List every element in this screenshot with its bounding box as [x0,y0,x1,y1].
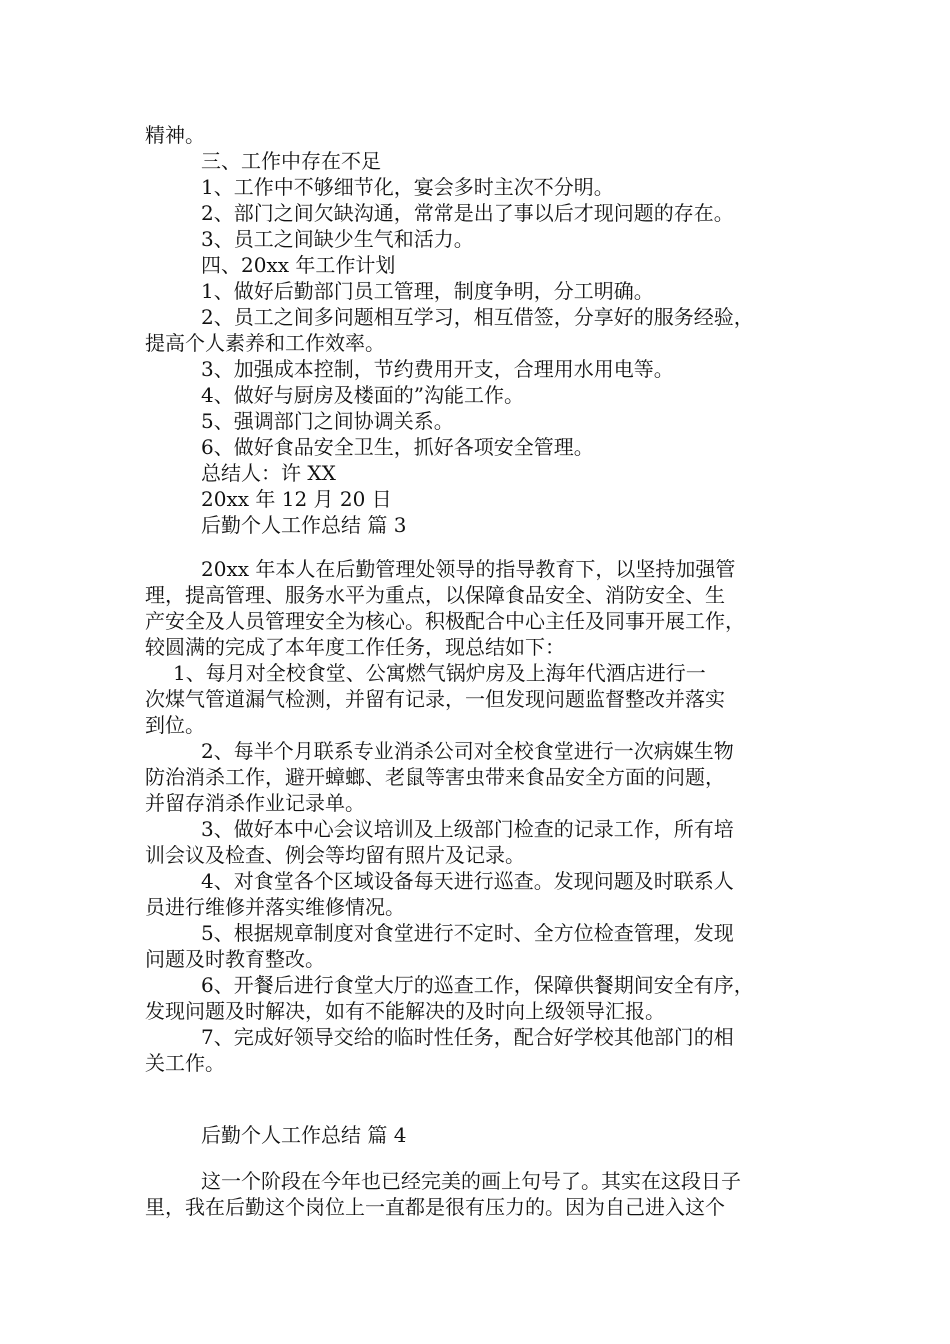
text-line: 4、对食堂各个区域设备每天进行巡查。发现问题及时联系人 [201,869,734,893]
text-line: 4、做好与厨房及楼面的”沟能工作。 [201,383,524,407]
signature-line: 总结人：许 XX [201,461,336,485]
text-line: 里，我在后勤这个岗位上一直都是很有压力的。因为自己进入这个 [145,1195,725,1219]
text-line: 20xx 年本人在后勤管理处领导的指导教育下，以坚持加强管 [201,557,736,581]
text-line: 理，提高管理、服务水平为重点，以保障食品安全、消防安全、生 [145,583,725,607]
text-line: 2、部门之间欠缺沟通，常常是出了事以后才现问题的存在。 [201,201,734,225]
text-line: 防治消杀工作，避开蟑螂、老鼠等害虫带来食品安全方面的问题， [145,765,725,789]
text-line: 6、开餐后进行食堂大厅的巡查工作，保障供餐期间安全有序， [201,973,754,997]
text-line: 5、根据规章制度对食堂进行不定时、全方位检查管理，发现 [201,921,734,945]
text-line: 精神。 [145,123,205,147]
text-line: 问题及时教育整改。 [145,947,325,971]
text-line: 3、做好本中心会议培训及上级部门检查的记录工作，所有培 [201,817,734,841]
text-line: 2、员工之间多问题相互学习，相互借签，分享好的服务经验， [201,305,754,329]
text-line: 到位。 [145,713,205,737]
section-heading: 四、20xx 年工作计划 [201,253,396,277]
text-line: 发现问题及时解决，如有不能解决的及时向上级领导汇报。 [145,999,665,1023]
text-line: 次煤气管道漏气检测，并留有记录，一但发现问题监督整改并落实 [145,687,725,711]
text-line: 关工作。 [145,1051,225,1075]
text-line: 3、员工之间缺少生气和活力。 [201,227,474,251]
section-title: 后勤个人工作总结 篇 4 [201,1123,407,1147]
text-line: 较圆满的完成了本年度工作任务，现总结如下： [145,635,565,659]
text-line: 6、做好食品安全卫生，抓好各项安全管理。 [201,435,594,459]
text-line: 这一个阶段在今年也已经完美的画上句号了。其实在这段日子 [201,1169,741,1193]
date-line: 20xx 年 12 月 20 日 [201,487,392,511]
text-line: 产安全及人员管理安全为核心。积极配合中心主任及同事开展工作， [145,609,745,633]
text-line: 7、完成好领导交给的临时性任务，配合好学校其他部门的相 [201,1025,734,1049]
text-line: 训会议及检查、例会等均留有照片及记录。 [145,843,525,867]
text-line: 1、每月对全校食堂、公寓燃气锅炉房及上海年代酒店进行一 [173,661,706,685]
text-line: 1、做好后勤部门员工管理，制度争明，分工明确。 [201,279,654,303]
text-line: 提高个人素养和工作效率。 [145,331,385,355]
text-line: 并留存消杀作业记录单。 [145,791,365,815]
section-heading: 三、工作中存在不足 [201,149,381,173]
text-line: 2、每半个月联系专业消杀公司对全校食堂进行一次病媒生物 [201,739,734,763]
text-line: 员进行维修并落实维修情况。 [145,895,405,919]
text-line: 1、工作中不够细节化，宴会多时主次不分明。 [201,175,614,199]
text-line: 3、加强成本控制，节约费用开支，合理用水用电等。 [201,357,674,381]
text-line: 5、强调部门之间协调关系。 [201,409,454,433]
section-title: 后勤个人工作总结 篇 3 [201,513,407,537]
